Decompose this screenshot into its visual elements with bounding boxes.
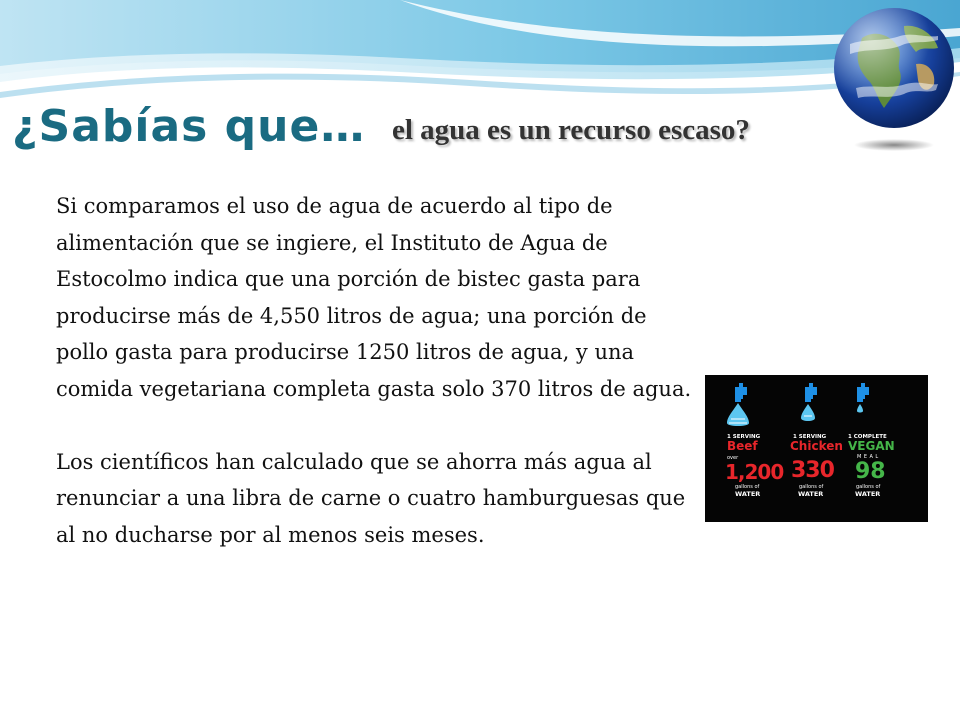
water-footprint-infographic — [705, 375, 928, 522]
infographic-chicken-line1: 1 SERVING — [793, 434, 827, 440]
earth-globe-icon — [826, 4, 960, 154]
infographic-beef-prefix: over — [727, 455, 739, 461]
infographic-vegan-name: VEGAN — [848, 439, 895, 453]
slide-subtitle: el agua es un recurso escaso? — [392, 114, 750, 146]
infographic-beef-line4: WATER — [735, 490, 761, 498]
infographic-beef-value: 1,200 — [725, 460, 784, 484]
body-paragraph-1: Si comparamos el uso de agua de acuerdo al tipo de alimentación que se ingiere, el Instituto de Agua de Estocolmo indica que una porción de bistec gasta para producirse más de 4,550 litros de agua; una porción de pollo gasta para producirse 1250 litros de agua, y una comida vegetariana completa gasta solo 370 litros de agua. — [56, 194, 692, 401]
infographic-chicken-name: Chicken — [790, 439, 843, 453]
body-paragraph-2: Los científicos han calculado que se ahorra más agua al renunciar a una libra de carne o cuatro hamburguesas que al no ducharse por al menos seis meses. — [56, 449, 686, 547]
infographic-vegan-prefix: MEAL — [857, 454, 881, 460]
infographic-beef-line3: gallons of — [735, 484, 760, 490]
slide-title: ¿Sabías que… — [12, 101, 366, 152]
infographic-vegan-line3: gallons of — [856, 484, 881, 490]
infographic-vegan-line4: WATER — [855, 490, 881, 498]
infographic-vegan-line1: 1 COMPLETE — [848, 434, 887, 440]
infographic-chicken-line4: WATER — [798, 490, 824, 498]
infographic-beef-line1: 1 SERVING — [727, 434, 761, 440]
infographic-chicken-line3: gallons of — [799, 484, 824, 490]
infographic-chicken-value: 330 — [791, 458, 834, 483]
infographic-vegan-value: 98 — [855, 459, 886, 484]
slide-body — [56, 188, 696, 553]
infographic-beef-name: Beef — [727, 439, 758, 453]
